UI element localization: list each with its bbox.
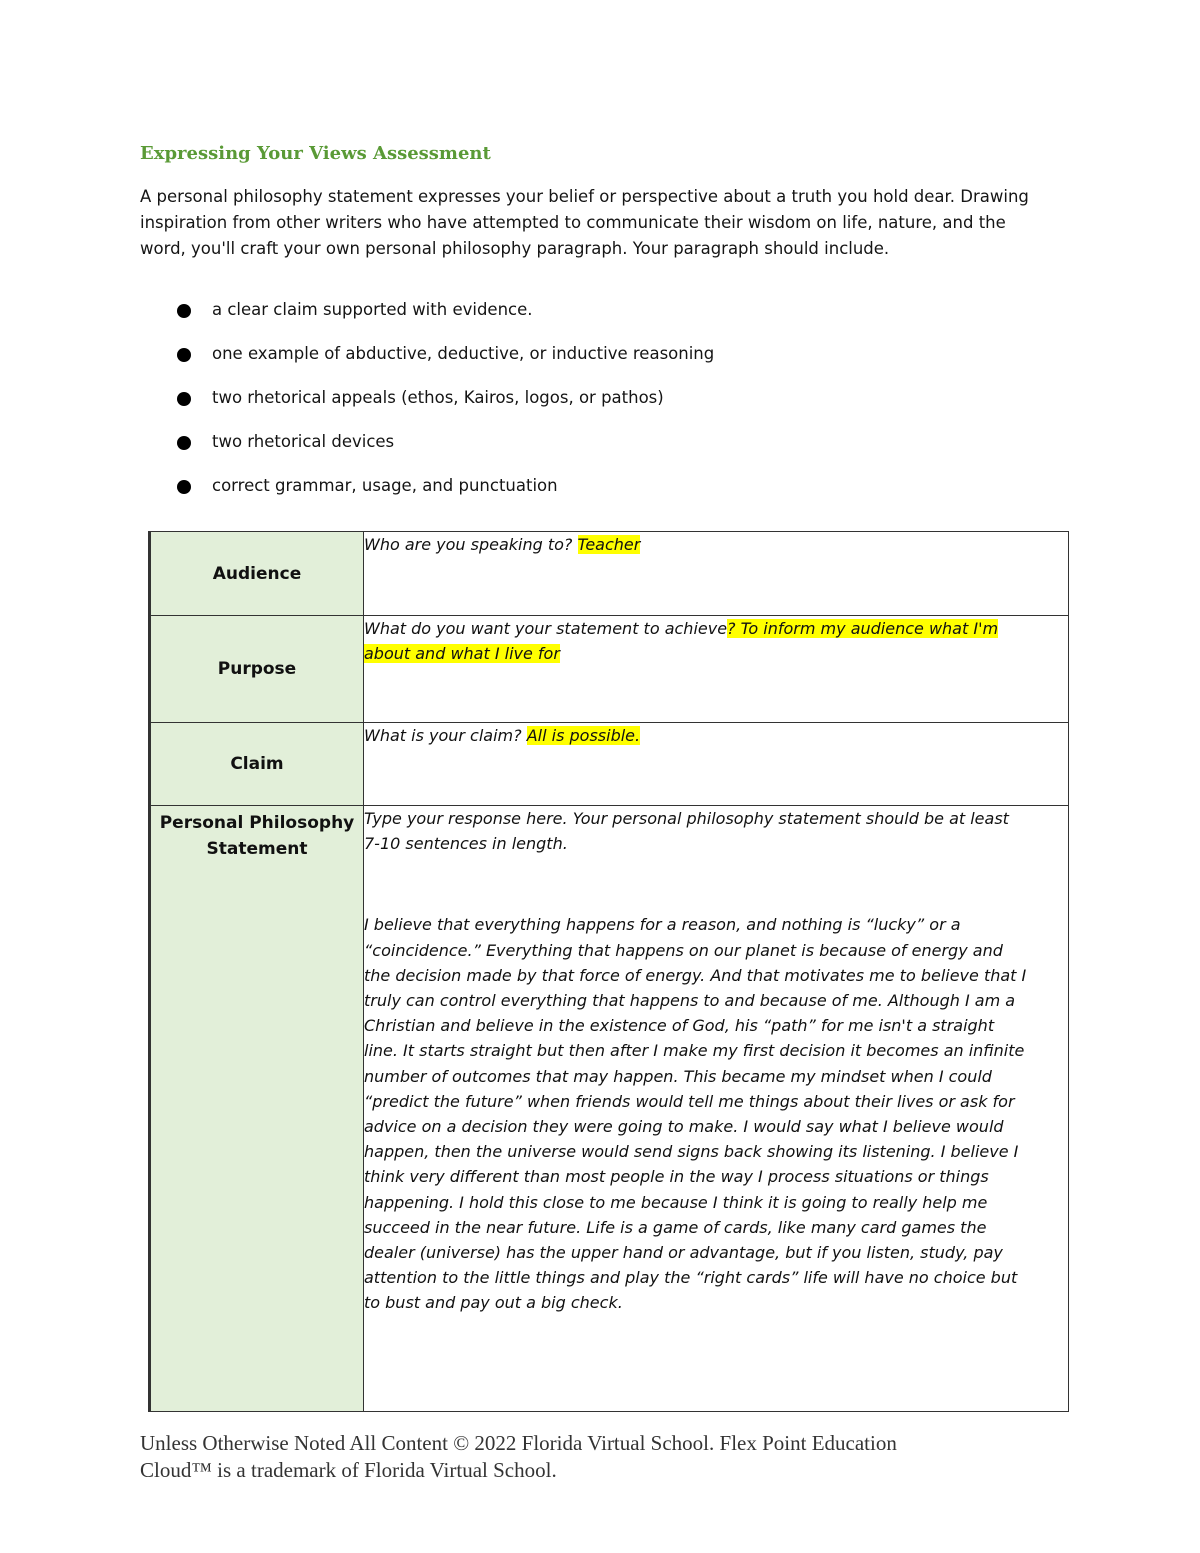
response-line: number of outcomes that may happen. This became my mindset when I could — [364, 1066, 992, 1086]
purpose-prompt: What do you want your statement to achieve — [364, 619, 728, 638]
response-line: succeed in the near future. Life is a game of cards, like many card games the — [364, 1217, 987, 1237]
response-line: attention to the little things and play the “right cards” life will have no choice but — [364, 1268, 1018, 1288]
intro-paragraph — [140, 184, 1060, 262]
audience-cell[interactable] — [364, 532, 1069, 616]
response-line: “coincidence.” Everything that happens on our planet is because of energy and — [364, 940, 1003, 960]
claim-answer: All is possible. — [526, 726, 641, 745]
statement-cell[interactable] — [364, 806, 1069, 1412]
list-item-text: correct grammar, usage, and punctuation — [212, 476, 558, 495]
planning-table — [148, 531, 1069, 1412]
response-line: Christian and believe in the existence of God, his “path” for me isn't a straight — [364, 1016, 995, 1036]
footer-line: Cloud™ is a trademark of Florida Virtual School. — [140, 1458, 557, 1482]
response-line: the decision made by that force of energy. And that motivates me to believe that I — [364, 965, 1027, 985]
claim-cell[interactable] — [364, 723, 1069, 806]
response-line: “predict the future” when friends would tell me things about their lives or ask for — [364, 1091, 1015, 1111]
audience-label: Audience — [150, 532, 364, 616]
copyright-footer — [140, 1430, 1080, 1484]
response-line: line. It starts straight but then after I make my first decision it becomes an infinite — [364, 1041, 1025, 1061]
footer-line: Unless Otherwise Noted All Content © 2022 Florida Virtual School. Flex Point Education — [140, 1431, 897, 1455]
instruction-line: 7-10 sentences in length. — [364, 834, 568, 854]
table-row-claim — [150, 723, 1069, 806]
bullet-icon — [177, 304, 191, 318]
page-title: Expressing Your Views Assessment — [140, 143, 491, 164]
table-row-purpose — [150, 616, 1069, 723]
response-line: happening. I hold this close to me because I think it is going to really help me — [364, 1192, 988, 1212]
purpose-label: Purpose — [150, 616, 364, 723]
bullet-icon — [177, 392, 191, 406]
purpose-cell[interactable] — [364, 616, 1069, 723]
claim-prompt: What is your claim? — [364, 726, 527, 745]
response-line: to bust and pay out a big check. — [364, 1293, 623, 1313]
table-row-statement — [150, 806, 1069, 1412]
intro-line: A personal philosophy statement expresses your belief or perspective about a truth you hold dear. Drawing — [140, 187, 1029, 206]
purpose-answer-line2: about and what I live for — [364, 644, 560, 664]
intro-line: word, you'll craft your own personal philosophy paragraph. Your paragraph should include. — [140, 239, 890, 258]
audience-answer: Teacher — [577, 535, 641, 554]
bullet-icon — [177, 436, 191, 450]
intro-line: inspiration from other writers who have attempted to communicate their wisdom on life, nature, and the — [140, 213, 1006, 232]
list-item-text: two rhetorical devices — [212, 432, 395, 451]
list-item-text: two rhetorical appeals (ethos, Kairos, logos, or pathos) — [212, 388, 664, 407]
response-line: happen, then the universe would send signs back showing its listening. I believe I — [364, 1142, 1019, 1162]
list-item-text: one example of abductive, deductive, or inductive reasoning — [212, 344, 715, 363]
purpose-answer-line1: ? To inform my audience what I'm — [727, 619, 999, 638]
response-line: think very different than most people in the way I process situations or things — [364, 1167, 989, 1187]
claim-label: Claim — [150, 723, 364, 806]
bullet-icon — [177, 480, 191, 494]
list-item-text: a clear claim supported with evidence. — [212, 300, 533, 319]
statement-label — [150, 806, 364, 1412]
response-line: I believe that everything happens for a reason, and nothing is “lucky” or a — [364, 915, 961, 935]
statement-label-line: Personal Philosophy — [159, 813, 355, 833]
response-line: truly can control everything that happens to and because of me. Although I am a — [364, 991, 1016, 1011]
response-line: advice on a decision they were going to make. I would say what I believe would — [364, 1117, 1004, 1137]
response-line: dealer (universe) has the upper hand or advantage, but if you listen, study, pay — [364, 1243, 1003, 1263]
statement-label-line: Statement — [206, 839, 308, 859]
instruction-line: Type your response here. Your personal philosophy statement should be at least — [364, 809, 1009, 828]
audience-prompt: Who are you speaking to? — [364, 535, 578, 554]
bullet-icon — [177, 348, 191, 362]
table-row-audience — [150, 532, 1069, 616]
